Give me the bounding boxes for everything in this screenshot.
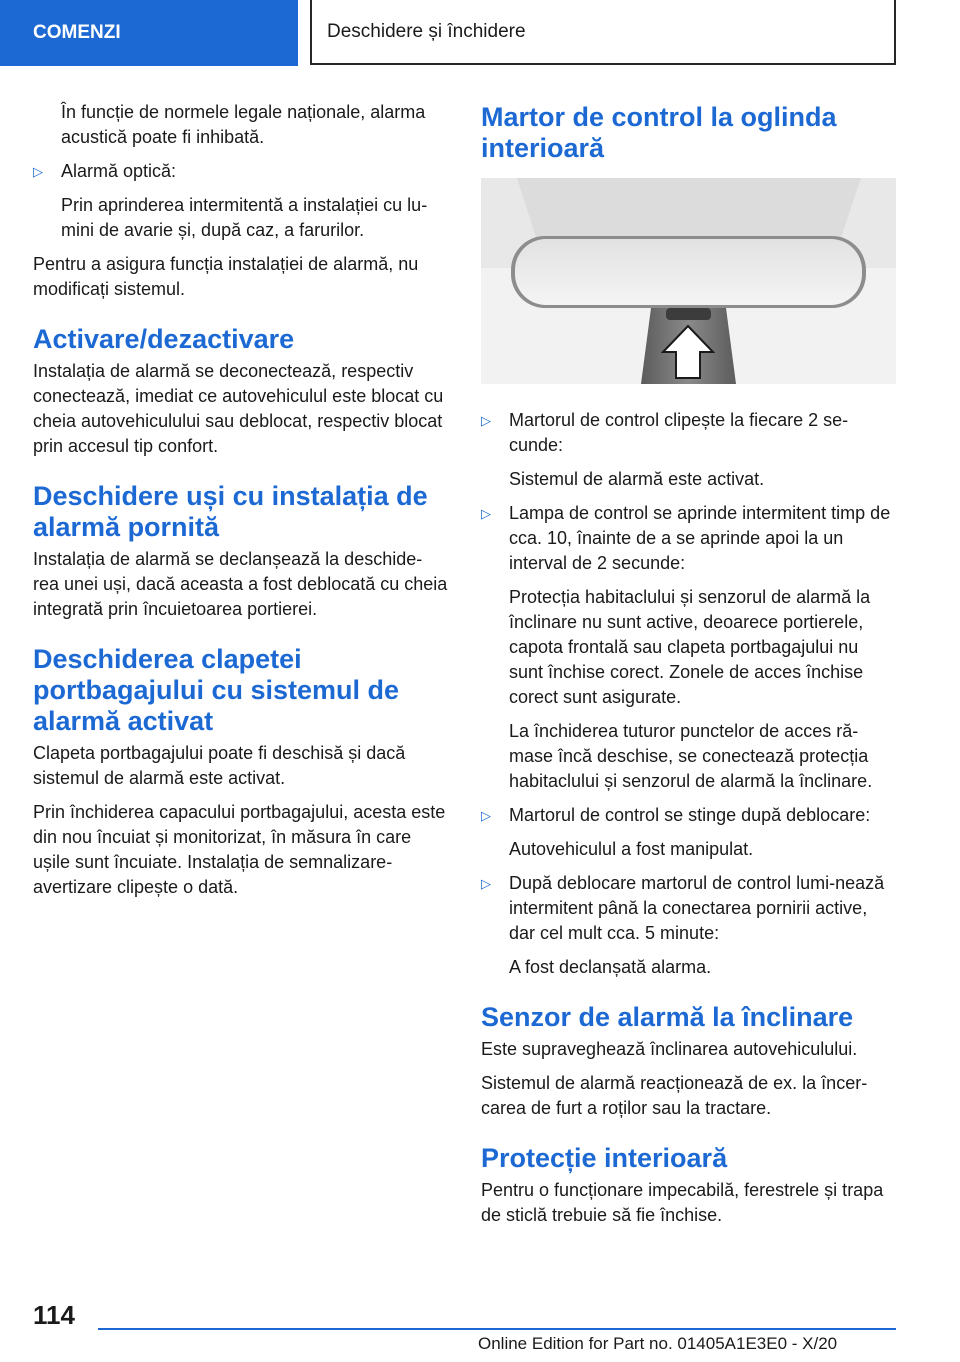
heading-martor: Martor de control la oglinda interioară (481, 102, 837, 163)
list-item-text: La închiderea tuturor punctelor de acces ră‐mase încă deschise, se conectează protecția habitaclului și senzorul de alarmă la înclinare. (509, 721, 873, 791)
list-item-title: Alarmă optică: (61, 161, 177, 181)
list-item-text: Autovehiculul a fost manipulat. (509, 839, 754, 859)
heading-deschidere-usi: Deschidere uși cu instalația de alarmă pornită (33, 481, 428, 542)
footer-divider (98, 1328, 896, 1330)
paragraph: Instalația de alarmă se deconectează, respectiv conectează, imediat ce autovehiculul este blocat cu cheia autovehiculului sau deblocat, respectiv blocat prin accesul tip confort. (33, 361, 444, 456)
chapter-title: Deschidere și închidere (310, 0, 896, 65)
list-item-text: A fost declanșată alarma. (509, 957, 712, 977)
list-item-title: Martorul de control se stinge după deblocare: (509, 805, 871, 825)
paragraph: Instalația de alarmă se declanșează la deschide‐rea unei uși, dacă aceasta a fost deblocată cu cheia integrată prin încuietoarea portierei. (33, 549, 448, 619)
bullet-triangle-icon: ▷ (481, 876, 491, 891)
right-bullet-list (481, 408, 896, 980)
list-item-text: Protecția habitaclului și senzorul de alarmă la înclinare nu sunt active, deoarece portierele, capota frontală sau clapeta portbagajului nu sunt închise corect. Zonele de acces închise corect sunt asigurate. (509, 587, 871, 707)
heading-clapeta: Deschiderea clapetei portbagajului cu sistemul de alarmă activat (33, 644, 400, 736)
paragraph: În funcție de normele legale naționale, alarma acustică poate fi inhibată. (61, 102, 426, 147)
list-item (481, 871, 896, 980)
bullet-triangle-icon: ▷ (481, 506, 491, 521)
paragraph: Pentru o funcționare impecabilă, ferestrele și trapa de sticlă trebuie să fie închise. (481, 1180, 884, 1225)
list-item-title: După deblocare martorul de control lumi‐nează intermitent până la conectarea pornirii active, dar cel mult cca. 5 minute: (509, 873, 885, 943)
bullet-triangle-icon: ▷ (481, 413, 491, 428)
heading-activare: Activare/dezactivare (33, 324, 295, 354)
list-item (481, 408, 896, 492)
list-item-title: Lampa de control se aprinde intermitent timp de cca. 10, înainte de a se aprinde apoi la un interval de 2 secunde: (509, 503, 891, 573)
list-item-text: Prin aprinderea intermitentă a instalației cu lu‐mini de avarie și, după caz, a farurilor. (61, 195, 428, 240)
paragraph: Pentru a asigura funcția instalației de alarmă, nu modificați sistemul. (33, 254, 419, 299)
paragraph: Clapeta portbagajului poate fi deschisă și dacă sistemul de alarmă este activat. (33, 743, 406, 788)
interior-mirror-image (481, 178, 896, 384)
list-item-text: Sistemul de alarmă este activat. (509, 469, 765, 489)
heading-senzor: Senzor de alarmă la înclinare (481, 1002, 854, 1032)
list-item (481, 803, 896, 862)
paragraph: Prin închiderea capacului portbagajului, acesta este din nou încuiat și monitorizat, în măsura în care ușile sunt încuiate. Instalația de semnalizare-avertizare clipește o dată. (33, 802, 446, 897)
edition-note: Online Edition for Part no. 01405A1E3E0 - X/20 (478, 1334, 838, 1353)
paragraph: Este supraveghează înclinarea autovehiculului. (481, 1039, 858, 1059)
bullet-triangle-icon: ▷ (33, 164, 43, 179)
heading-protectie: Protecție interioară (481, 1143, 728, 1173)
paragraph: Sistemul de alarmă reacționează de ex. la încer‐carea de furt a roților sau la tractare. (481, 1073, 868, 1118)
section-tab: COMENZI (0, 0, 298, 66)
left-column (33, 100, 448, 909)
bullet-triangle-icon: ▷ (481, 808, 491, 823)
page-number: 114 (33, 1300, 75, 1330)
right-column (481, 100, 896, 1237)
mirror-illustration (481, 178, 896, 384)
list-item-title: Martorul de control clipește la fiecare 2 se‐cunde: (509, 410, 849, 455)
list-item (33, 159, 448, 243)
page-header (0, 0, 960, 66)
list-item (481, 501, 896, 794)
